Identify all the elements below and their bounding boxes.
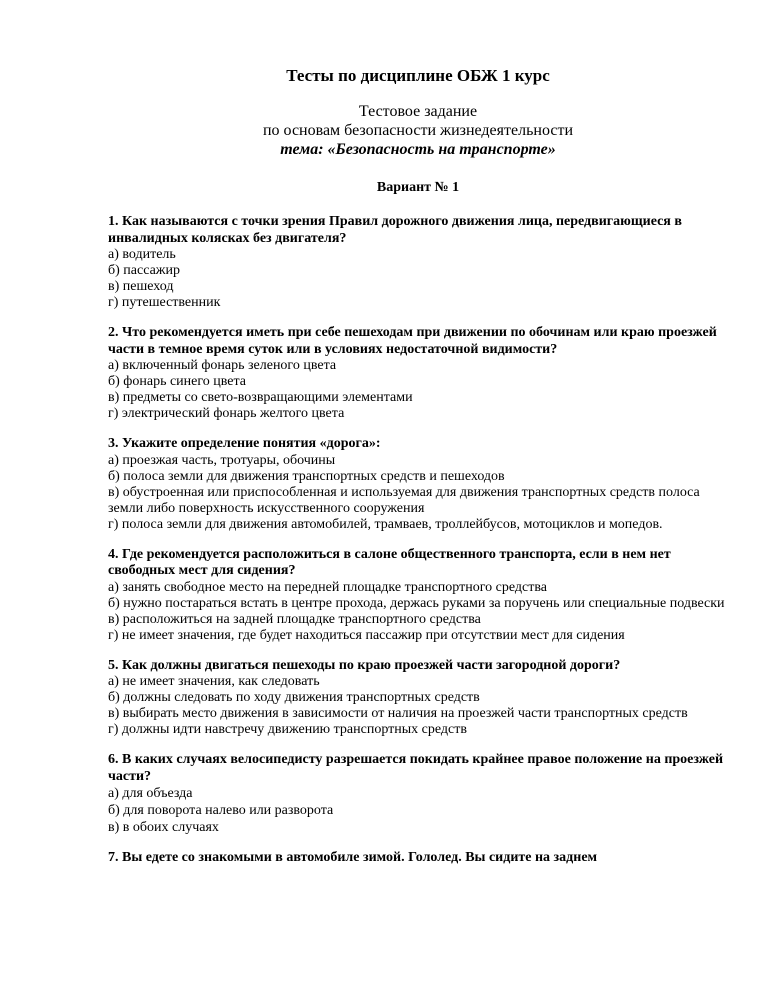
answer-option: г) должны идти навстречу движению транспортных средств (108, 722, 467, 737)
answer-option: б) пассажир (108, 263, 180, 278)
answer-option: в) в обоих случаях (108, 820, 219, 835)
question-text: 3. Укажите определение понятия «дорога»: (108, 436, 381, 451)
answer-option: а) включенный фонарь зеленого цвета (108, 358, 337, 373)
answer-option: г) полоса земли для движения автомобилей, трамваев, троллейбусов, мотоциклов и мопедов. (108, 516, 663, 532)
question-3 (108, 436, 728, 533)
answer-option: б) фонарь синего цвета (108, 374, 246, 389)
answer-option: а) занять свободное место на передней площадке транспортного средства (108, 579, 547, 595)
answer-option: б) нужно постараться встать в центре прохода, держась руками за поручень или специальные подвески (108, 595, 725, 611)
question-1 (108, 214, 728, 311)
question-4 (108, 547, 728, 644)
answer-option: г) электрический фонарь желтого цвета (108, 406, 345, 421)
question-2 (108, 325, 728, 422)
answer-option: г) не имеет значения, где будет находиться пассажир при отсутствии мест для сидения (108, 627, 625, 643)
question-text: 4. Где рекомендуется расположиться в салоне общественного транспорта, если в нем нет свободных мест для сидения? (108, 546, 671, 578)
question-text: 2. Что рекомендуется иметь при себе пешеходам при движении по обочинам или краю проезжей части в темное время суток или в условиях недостаточной видимости? (108, 325, 717, 357)
question-text: 7. Вы едете со знакомыми в автомобиле зимой. Гололед. Вы сидите на заднем (108, 850, 598, 865)
answer-option: в) расположиться на задней площадке транспортного средства (108, 611, 481, 627)
answer-option: а) для объезда (108, 786, 193, 801)
subtitle-line-1: Тестовое задание (358, 103, 478, 120)
question-7 (108, 850, 728, 867)
answer-option: а) водитель (108, 247, 176, 262)
subtitle-line-2: по основам безопасности жизнедеятельности (262, 122, 573, 139)
answer-option: в) пешеход (108, 279, 174, 294)
question-text: 1. Как называются с точки зрения Правил дорожного движения лица, передвигающиеся в инвалидных колясках без двигателя? (108, 214, 682, 246)
answer-option: в) выбирать место движения в зависимости от наличия на проезжей части транспортных средств (108, 706, 688, 721)
question-text: 5. Как должны двигаться пешеходы по краю проезжей части загородной дороги? (108, 657, 621, 673)
question-text: 6. В каких случаях велосипедисту разрешается покидать крайнее правое положение на проезжей части? (108, 752, 724, 784)
answer-option: а) не имеет значения, как следовать (108, 674, 320, 689)
variant-label: Вариант № 1 (376, 180, 460, 195)
document-title: Тесты по дисциплине ОБЖ 1 курс (286, 66, 550, 85)
topic: тема: «Безопасность на транспорте» (280, 141, 556, 158)
answer-option: б) для поворота налево или разворота (108, 803, 334, 818)
answer-option: в) обустроенная или приспособленная и используемая для движения транспортных средств полоса земли либо поверхность искусственного сооружения (108, 484, 700, 516)
answer-option: в) предметы со свето-возвращающими элементами (108, 390, 413, 405)
answer-option: а) проезжая часть, тротуары, обочины (108, 452, 336, 468)
question-5 (108, 658, 728, 739)
answer-option: г) путешественник (108, 295, 221, 310)
question-6 (108, 752, 728, 836)
document-page (108, 66, 728, 881)
answer-option: б) полоса земли для движения транспортных средств и пешеходов (108, 468, 505, 484)
answer-option: б) должны следовать по ходу движения транспортных средств (108, 690, 480, 705)
